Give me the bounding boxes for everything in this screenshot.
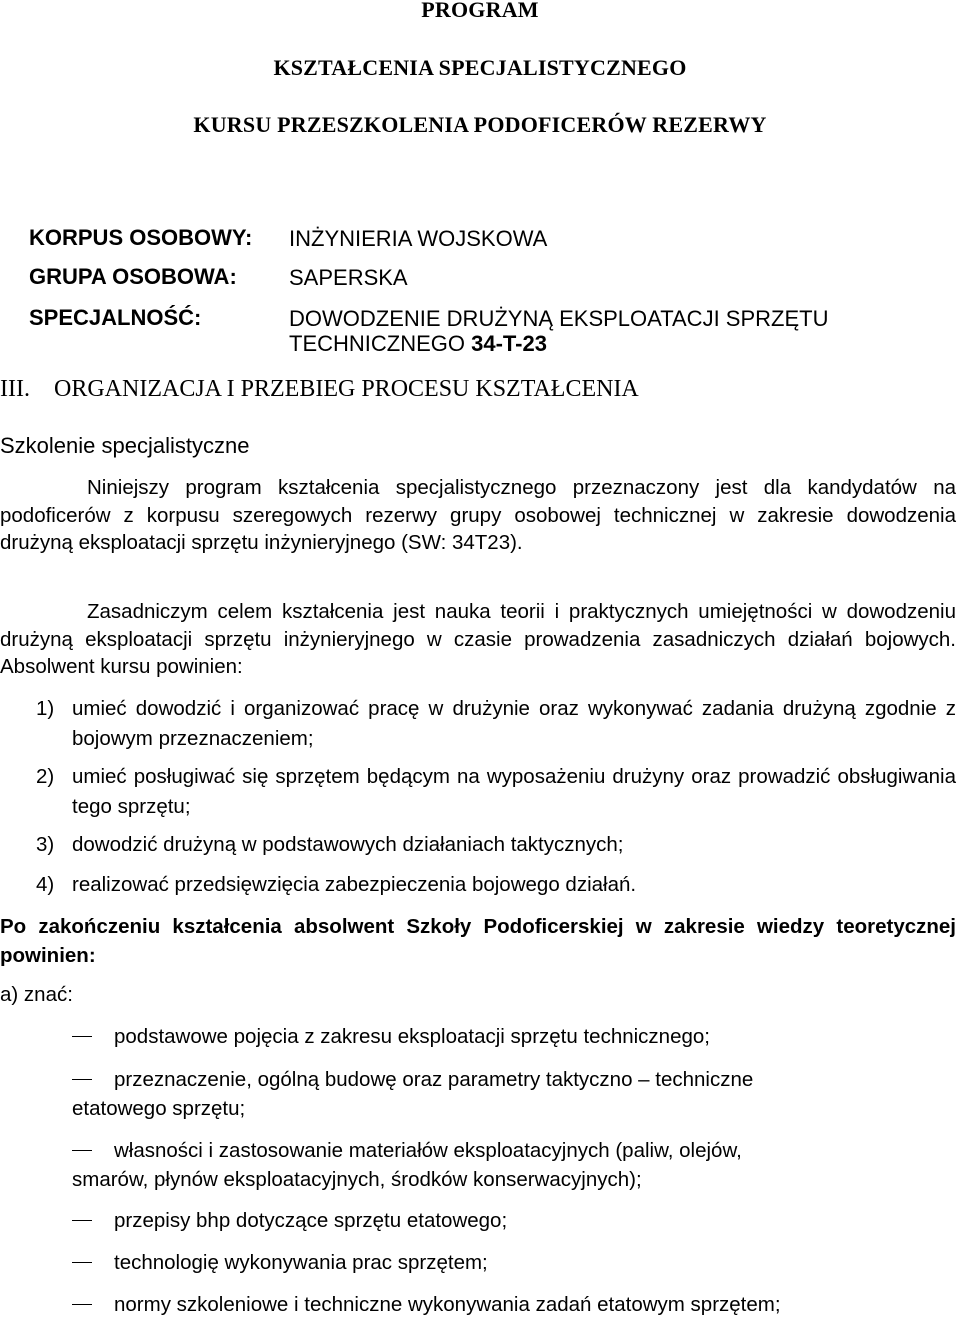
list-item-continuation: etatowego sprzętu; [72, 1097, 246, 1120]
list-item [0, 1136, 956, 1194]
paragraph-goal: Zasadniczym celem kształcenia jest nauka teorii i praktycznych umiejętności w dowodzeniu drużyną eksploatacji sprzętu inżynieryjnego w czasie prowadzenia zasadniczych działań bojowych. Absolwent kursu powinien: [0, 600, 956, 678]
list-item-text: realizować przedsięwzięcia zabezpieczenia bojowego działań. [72, 873, 637, 896]
section-number: III. [0, 376, 30, 402]
document-subtitle-1: KSZTAŁCENIA SPECJALISTYCZNEGO [273, 55, 687, 80]
list-item-text: przepisy bhp dotyczące sprzętu etatowego; [114, 1209, 508, 1232]
dash-bullet [72, 1079, 92, 1080]
list-item [0, 830, 956, 860]
list-item-text: własności i zastosowanie materiałów eksploatacyjnych (paliw, olejów, [114, 1139, 742, 1162]
dash-bullet [72, 1150, 92, 1151]
dash-bullet [72, 1220, 92, 1221]
list-item-text: normy szkoleniowe i techniczne wykonywania zadań etatowym sprzętem; [114, 1293, 781, 1316]
korpus-label: KORPUS OSOBOWY: [29, 225, 253, 250]
list-item-text: dowodzić drużyną w podstawowych działaniach taktycznych; [72, 833, 624, 856]
grupa-value: SAPERSKA [289, 265, 408, 290]
dash-bullet [72, 1036, 92, 1037]
list-marker: 1) [36, 697, 55, 720]
list-marker: 4) [36, 873, 55, 896]
specjalnosc-value-line1: DOWODZENIE DRUŻYNĄ EKSPLOATACJI SPRZĘTU [289, 306, 829, 331]
section-heading [0, 376, 639, 403]
section-title: ORGANIZACJA I PRZEBIEG PROCESU KSZTAŁCENIA [54, 376, 639, 402]
specjalnosc-label: SPECJALNOŚĆ: [29, 305, 202, 330]
grupa-label: GRUPA OSOBOWA: [29, 264, 237, 289]
document-title: PROGRAM [421, 0, 539, 22]
list-marker: 3) [36, 833, 55, 856]
specjalnosc-value-line2-text: TECHNICZNEGO [289, 331, 472, 356]
list-item-continuation: smarów, płynów eksploatacyjnych, środków konserwacyjnych); [72, 1168, 642, 1191]
document-subtitle-2: KURSU PRZESZKOLENIA PODOFICERÓW REZERWY [193, 112, 767, 137]
list-item-text: podstawowe pojęcia z zakresu eksploatacji sprzętu technicznego; [114, 1025, 710, 1048]
list-item [0, 694, 956, 753]
dash-bullet [72, 1262, 92, 1263]
list-item [0, 870, 956, 900]
list-item-text: przeznaczenie, ogólną budowę oraz parametry taktyczno – techniczne [114, 1068, 754, 1091]
dash-bullet [72, 1304, 92, 1305]
list-item [0, 1206, 956, 1235]
list-item-text: umieć posługiwać się sprzętem będącym na wyposażeniu drużyny oraz prowadzić obsługiwania tego sprzętu; [72, 765, 956, 818]
specjalnosc-value [289, 306, 828, 356]
list-item-text: technologię wykonywania prac sprzętem; [114, 1251, 488, 1274]
paragraph-intro: Niniejszy program kształcenia specjalistycznego przeznaczony jest dla kandydatów na podoficerów z korpusu szeregowych rezerwy grupy osobowej technicznej w zakresie dowodzenia drużyną eksploatacji sprzętu inżynieryjnego (SW: 34T23). [0, 476, 956, 554]
list-item [0, 1248, 956, 1277]
list-marker: 2) [36, 765, 55, 788]
list-item [0, 1022, 956, 1051]
list-item-text: umieć dowodzić i organizować pracę w drużynie oraz wykonywać zadania drużyną zgodnie z bojowym przeznaczeniem; [72, 697, 956, 750]
sub-label: a) znać: [0, 983, 73, 1006]
specjalnosc-code: 34-T-23 [471, 331, 547, 356]
list-item [0, 1290, 956, 1319]
specjalnosc-value-line2 [289, 331, 828, 356]
list-item [0, 1065, 956, 1123]
subheading: Szkolenie specjalistyczne [0, 433, 250, 458]
korpus-value: INŻYNIERIA WOJSKOWA [289, 226, 548, 251]
knowledge-heading: Po zakończeniu kształcenia absolwent Szkoły Podoficerskiej w zakresie wiedzy teoretycznej powinien: [0, 915, 956, 967]
list-item [0, 762, 956, 821]
